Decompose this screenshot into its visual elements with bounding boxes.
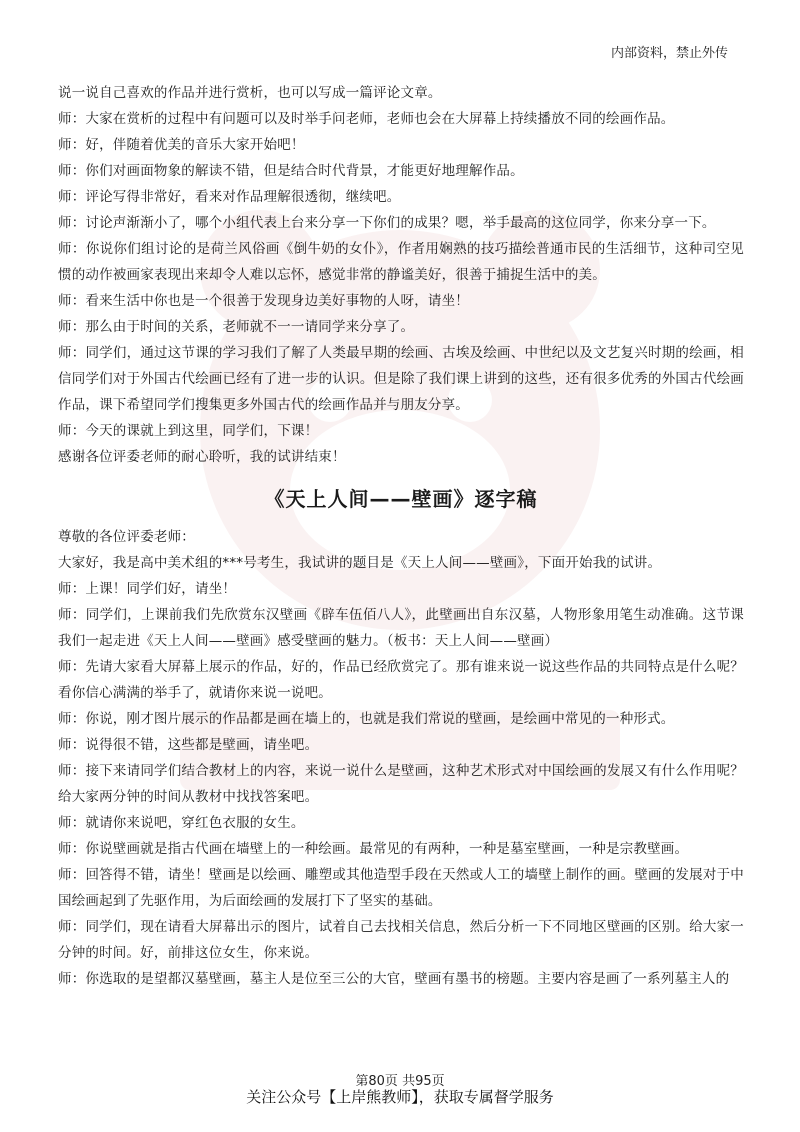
paragraph: 感谢各位评委老师的耐心聆听，我的试讲结束！ [58, 449, 346, 465]
paragraph: 师：同学们，现在请看大屏幕出示的图片，试着自己去找相关信息，然后分析一下不同地区壁画的区别。给大家一分钟的时间。好，前排这位女生，你来说。 [58, 919, 744, 961]
paragraph: 师：你选取的是望都汉墓壁画，墓主人是位至三公的大官，壁画有墨书的榜题。主要内容是画了一系列墓主人的 [58, 971, 730, 987]
paragraph: 师：接下来请同学们结合教材上的内容，来说一说什么是壁画，这种艺术形式对中国绘画的发展又有什么作用呢？给大家两分钟的时间从教材中找找答案吧。 [58, 763, 744, 805]
paragraph: 尊敬的各位评委老师： [58, 529, 195, 545]
paragraph: 说一说自己喜欢的作品并进行赏析，也可以写成一篇评论文章。 [58, 85, 442, 101]
paragraph: 师：你们对画面物象的解读不错，但是结合时代背景，才能更好地理解作品。 [58, 163, 524, 179]
paragraph: 师：评论写得非常好，看来对作品理解很透彻，继续吧。 [58, 189, 401, 205]
paragraph: 师：大家在赏析的过程中有问题可以及时举手问老师，老师也会在大屏幕上持续播放不同的绘画作品。 [58, 111, 675, 127]
paragraph: 师：你说壁画就是指古代画在墙壁上的一种绘画。最常见的有两种，一种是墓室壁画，一种是宗教壁画。 [58, 841, 689, 857]
paragraph: 师：讨论声渐渐小了，哪个小组代表上台来分享一下你们的成果？嗯，举手最高的这位同学，你来分享一下。 [58, 215, 716, 231]
paragraph: 师：上课！同学们好，请坐！ [58, 581, 237, 597]
footer-follow-notice: 关注公众号【上岸熊教师】，获取专属督学服务 [246, 1088, 554, 1106]
paragraph: 师：今天的课就上到这里，同学们，下课！ [58, 423, 319, 439]
paragraph: 师：回答得不错，请坐！壁画是以绘画、雕塑或其他造型手段在天然或人工的墙壁上制作的画。壁画的发展对于中国绘画起到了先驱作用，为后面绘画的发展打下了坚实的基础。 [58, 867, 744, 909]
paragraph: 师：你说你们组讨论的是荷兰风俗画《倒牛奶的女仆》，作者用娴熟的技巧描绘普通市民的生活细节，这种司空见惯的动作被画家表现出来却令人难以忘怀，感觉非常的静谧美好，很善于捕捉生活中的美。 [58, 241, 744, 283]
paragraph: 师：那么由于时间的关系，老师就不一一请同学来分享了。 [58, 319, 415, 335]
paragraph: 师：同学们，上课前我们先欣赏东汉壁画《辟车伍佰八人》，此壁画出自东汉墓，人物形象用笔生动准确。这节课我们一起走进《天上人间——壁画》感受壁画的魅力。（板书：天上人间——壁画） [58, 607, 744, 649]
paragraph: 师：你说，刚才图片展示的作品都是画在墙上的，也就是我们常说的壁画，是绘画中常见的一种形式。 [58, 711, 675, 727]
paragraph: 师：同学们，通过这节课的学习我们了解了人类最早期的绘画、古埃及绘画、中世纪以及文艺复兴时期的绘画，相信同学们对于外国古代绘画已经有了进一步的认识。但是除了我们课上讲到的这些，还有很多优秀的外国古代绘画作品，课下希望同学们搜集更多外国古代的绘画作品并与朋友分享。 [58, 345, 744, 413]
section-title: 《天上人间——壁画》逐字稿 [264, 487, 538, 511]
paragraph: 师：好，伴随着优美的音乐大家开始吧！ [58, 137, 305, 153]
paragraph: 师：说得很不错，这些都是壁画，请坐吧。 [58, 737, 319, 753]
paragraph: 师：就请你来说吧，穿红色衣服的女生。 [58, 815, 305, 831]
paragraph: 师：先请大家看大屏幕上展示的作品，好的，作品已经欣赏完了。那有谁来说一说这些作品的共同特点是什么呢？看你信心满满的举手了，就请你来说一说吧。 [58, 659, 744, 701]
page-number: 第80页 共95页 [355, 1074, 445, 1089]
header-note: 内部资料，禁止外传 [610, 46, 728, 61]
paragraph: 大家好，我是高中美术组的***号考生，我试讲的题目是《天上人间——壁画》，下面开始我的试讲。 [58, 555, 662, 571]
paragraph: 师：看来生活中你也是一个很善于发现身边美好事物的人呀，请坐！ [58, 293, 469, 309]
document-body [58, 80, 744, 992]
